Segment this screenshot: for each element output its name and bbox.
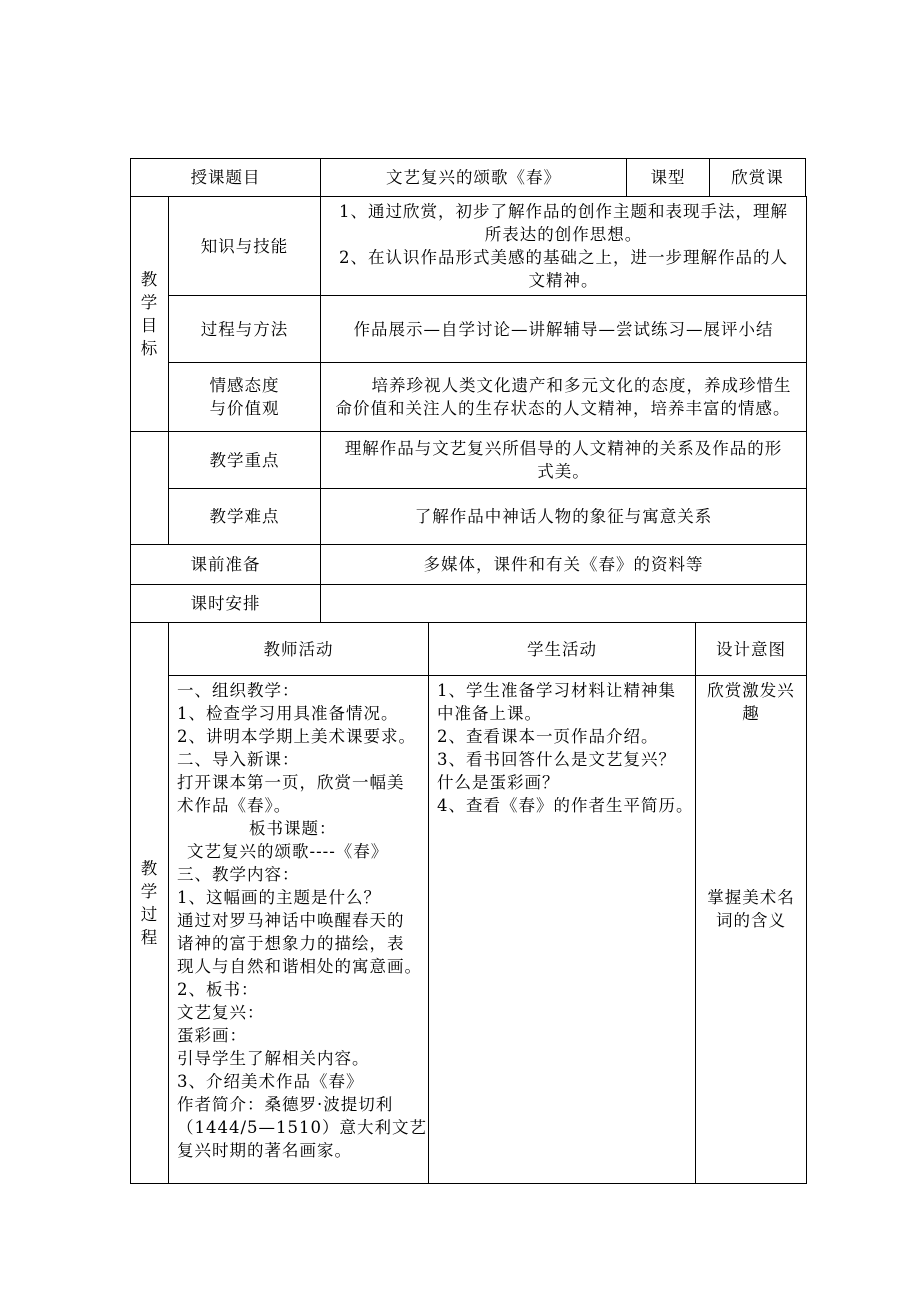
emotion-line2: 命价值和关注人的生存状态的人文精神，培养丰富的情感。 [335,399,791,418]
type-value-cell [709,158,806,197]
intent-content [696,679,806,932]
student-header: 学生活动 [527,639,597,659]
teacher-line: 2、讲明本学期上美术课要求。 [177,727,416,746]
teacher-header-cell [168,622,429,676]
process-section-cell [130,622,169,1184]
teacher-line: 引导学生了解相关内容。 [177,1049,370,1068]
teacher-line: 诸神的富于想象力的描绘，表 [177,934,405,953]
type-label: 课型 [650,168,686,187]
emotion-label-cell [168,362,321,432]
teacher-line: 作者简介：桑德罗·波提切利 [177,1095,394,1114]
intent-2-line2: 词的含义 [716,911,786,930]
teacher-line: 术作品《春》。 [177,796,292,815]
type-value: 欣赏课 [731,168,784,187]
teacher-line: 通过对罗马神话中唤醒春天的 [177,911,405,930]
teacher-line: 复兴时期的著名画家。 [177,1141,352,1160]
student-content [437,679,694,817]
teacher-line: 三、教学内容： [177,865,300,884]
process-label: 过程与方法 [200,319,289,339]
teacher-line: 二、导入新课： [177,750,300,769]
process-content-cell [320,295,807,363]
difficulty-label: 教学难点 [209,507,280,526]
topic-value: 文艺复兴的颂歌《春》 [386,168,561,187]
emotion-label-line1: 情感态度 [209,376,280,395]
prep-label-cell [130,544,321,585]
student-content-cell [428,675,696,1184]
prep-content: 多媒体，课件和有关《春》的资料等 [423,555,704,574]
schedule-label-cell [130,584,321,623]
teacher-line: 现人与自然和谐相处的寓意画。 [177,957,422,976]
key-line1: 理解作品与文艺复兴所倡导的人文精神的关系及作品的形 [344,439,783,458]
intent-header: 设计意图 [716,639,786,659]
schedule-label: 课时安排 [190,594,261,613]
teacher-line: （1444/5—1510）意大利文艺 [177,1118,428,1137]
process-label-cell [168,295,321,363]
teacher-line: 文艺复兴的颂歌----《春》 [187,842,389,861]
teacher-header: 教师活动 [263,639,334,659]
emotion-label-line2: 与价值观 [209,399,280,418]
difficulty-content-cell [320,488,807,545]
knowledge-content [339,200,788,292]
intent-1-line1: 欣赏激发兴 [707,681,795,700]
key-label-cell [168,431,321,489]
schedule-content-cell [320,584,807,623]
student-line: 4、查看《春》的作者生平简历。 [437,796,694,815]
difficulty-content: 了解作品中神话人物的象征与寓意关系 [414,507,713,526]
topic-label-cell [130,158,321,197]
emotion-line1: 培养珍视人类文化遗产和多元文化的态度，养成珍惜生 [371,376,792,395]
teacher-line: 一、组织教学： [177,681,300,700]
knowledge-item2-line2: 文精神。 [528,271,599,290]
topic-label: 授课题目 [190,168,261,187]
knowledge-item2-line1: 2、在认识作品形式美感的基础之上，进一步理解作品的人 [339,248,788,267]
teacher-line: 蛋彩画： [177,1026,247,1045]
type-label-cell [626,158,710,197]
teacher-line: 3、介绍美术作品《春》 [177,1072,364,1091]
teacher-content-cell [168,675,429,1184]
student-header-cell [428,622,696,676]
teacher-line: 1、这幅画的主题是什么？ [177,888,381,907]
teacher-line: 1、检查学习用具准备情况。 [177,704,399,723]
goals-section-cell [130,196,169,432]
key-line2: 式美。 [537,462,590,481]
teacher-line: 2、板书： [177,980,259,999]
knowledge-label-cell [168,196,321,296]
student-line: 什么是蛋彩画？ [437,773,560,792]
key-content-cell [320,431,807,489]
knowledge-item1-line1: 1、通过欣赏，初步了解作品的创作主题和表现手法，理解 [339,202,788,221]
student-line: 2、查看课本一页作品介绍。 [437,727,659,746]
intent-header-cell [695,622,807,676]
goals-section-label: 教学目标 [140,270,159,358]
difficulty-label-cell [168,488,321,545]
emotion-label [210,374,280,420]
emotion-content-cell [320,362,807,432]
student-line: 1、学生准备学习材料让精神集 [437,681,676,700]
student-line: 中准备上课。 [437,704,542,723]
knowledge-item1-line2: 所表达的创作思想。 [484,225,643,244]
focus-spacer-cell [130,431,169,545]
prep-label: 课前准备 [190,555,261,574]
process-section-label: 教学过程 [140,859,159,947]
teacher-line: 打开课本第一页，欣赏一幅美 [177,773,405,792]
intent-1-line2: 趣 [742,704,760,723]
key-label: 教学重点 [209,450,280,470]
teacher-content [177,679,427,1162]
student-line: 3、看书回答什么是文艺复兴？ [437,750,676,769]
emotion-content [336,374,792,420]
process-content: 作品展示—自学讨论—讲解辅导—尝试练习—展评小结 [353,319,774,339]
teacher-line: 文艺复兴： [177,1003,265,1022]
intent-content-cell [695,675,807,1184]
prep-content-cell [320,544,807,585]
teacher-line: 板书课题： [249,819,337,838]
knowledge-content-cell [320,196,807,296]
key-content [345,437,783,483]
topic-value-cell [320,158,627,197]
knowledge-label: 知识与技能 [200,236,289,256]
intent-2-line1: 掌握美术名 [707,888,795,907]
